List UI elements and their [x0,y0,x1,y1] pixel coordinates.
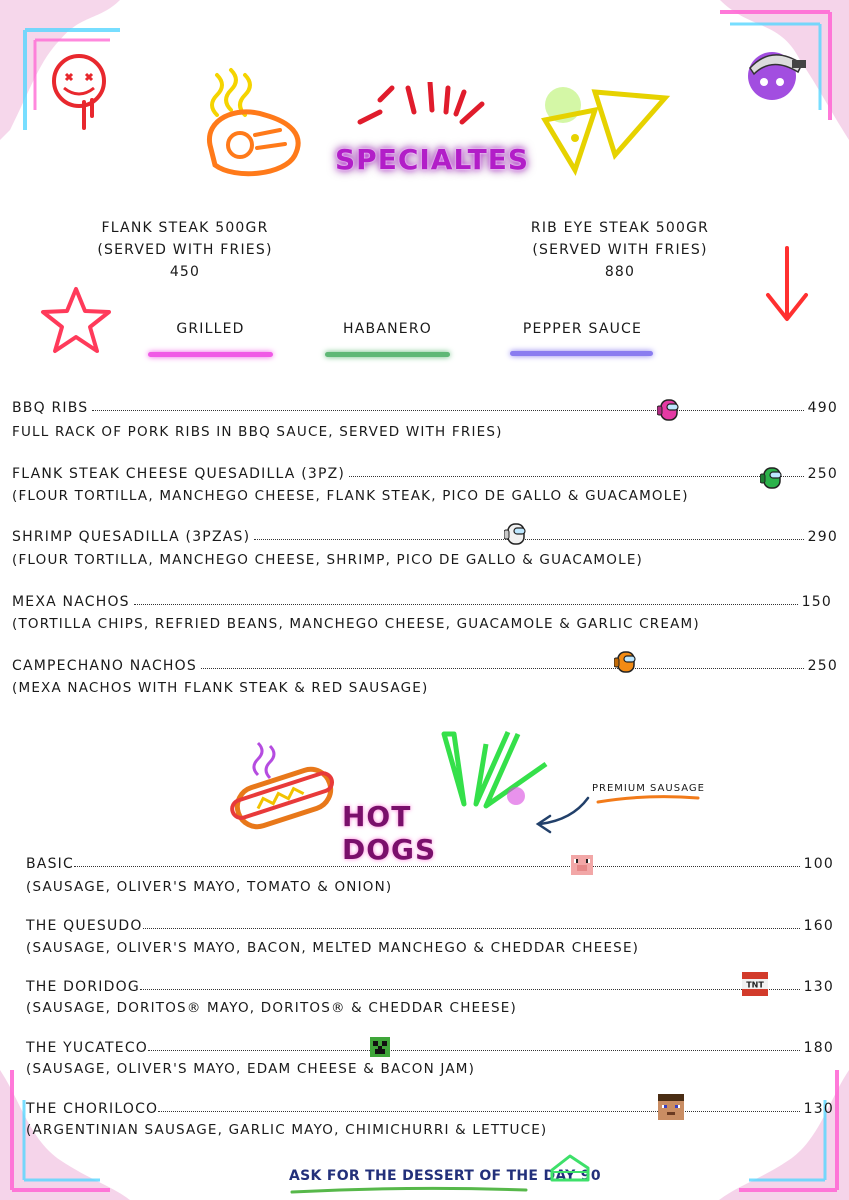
option-pepper-sauce-label: PEPPER SAUCE [522,321,643,337]
item-name: SHRIMP QUESADILLA (3PZAS) [12,529,251,545]
leader-dots [143,927,800,929]
leader-dots [92,409,803,411]
menu-item-campechano-nachos [12,658,838,674]
special-1-name: FLANK STEAK 500GR [101,220,269,236]
down-arrow-icon [762,245,812,325]
item-price: 130 [803,979,834,995]
special-1-note: (SERVED WITH FRIES) [97,242,273,258]
hotdog-the-doridog [26,979,834,995]
leader-dots [201,667,804,669]
hotdog-basic [26,856,834,872]
item-price: 490 [807,400,838,416]
item-description: (FLOUR TORTILLA, MANCHEGO CHEESE, FLANK STEAK, PICO DE GALLO & GUACAMOLE) [12,488,689,504]
premium-sausage-label: PREMIUM SAUSAGE [592,783,705,794]
menu-item-flank-quesadilla [12,466,838,482]
special-2-name: RIB EYE STEAK 500GR [530,220,710,236]
leader-dots [254,538,803,540]
tnt-label: TNT [746,980,764,990]
leader-dots [74,865,800,867]
menu-item-mexa-nachos [12,594,832,610]
item-name: THE DORIDOG [26,979,140,995]
leader-dots [349,475,804,477]
item-price: 290 [807,529,838,545]
tnt-block-icon [742,972,768,996]
white-crewmate-icon [504,520,528,548]
item-name: CAMPECHANO NACHOS [12,658,197,674]
item-price: 100 [803,856,834,872]
special-1-price: 450 [169,264,201,280]
item-name: BASIC [26,856,74,872]
item-price: 250 [807,658,838,674]
item-description: FULL RACK OF PORK RIBS IN BBQ SAUCE, SERVED WITH FRIES) [12,424,503,440]
item-price: 130 [803,1101,834,1117]
leader-dots [148,1049,800,1051]
menu-item-shrimp-quesadilla [12,529,838,545]
option-pepper-sauce-underline [510,351,653,356]
special-2-price: 880 [604,264,636,280]
green-crewmate-icon [760,464,784,492]
leader-dots [140,988,800,990]
hotdog-the-quesudo [26,918,834,934]
item-name: MEXA NACHOS [12,594,130,610]
option-habanero-underline [325,352,450,357]
pig-face-icon [571,855,593,875]
item-price: 180 [803,1040,834,1056]
item-name: THE YUCATECO [26,1040,149,1056]
specialties-title: SPECIALTES [335,143,530,176]
item-description: (MEXA NACHOS WITH FLANK STEAK & RED SAUSAGE) [12,680,429,696]
item-description: (ARGENTINIAN SAUSAGE, GARLIC MAYO, CHIMICHURRI & LETTUCE) [26,1122,548,1138]
creeper-face-icon [370,1037,390,1057]
melting-smiley-icon [48,50,110,135]
item-price: 150 [801,594,832,610]
special-2-note: (SERVED WITH FRIES) [532,242,708,258]
hot-dogs-title: HOT DOGS [342,800,437,866]
purple-ball-avatar-icon [742,42,814,102]
item-price: 250 [807,466,838,482]
item-description: (SAUSAGE, OLIVER'S MAYO, TOMATO & ONION) [26,879,393,895]
option-habanero-label: HABANERO [343,321,432,337]
item-description: (SAUSAGE, DORITOS® MAYO, DORITOS® & CHEDDAR CHEESE) [26,1000,517,1016]
dessert-underline [290,1186,530,1196]
item-name: THE CHORILOCO [26,1101,159,1117]
corner-splash-bottom-right [709,1060,849,1200]
hotdog-the-choriloco [26,1101,834,1117]
item-description: (SAUSAGE, OLIVER'S MAYO, BACON, MELTED MANCHEGO & CHEDDAR CHEESE) [26,940,640,956]
steve-face-icon [658,1094,684,1120]
orange-crewmate-icon [614,648,638,676]
item-description: (FLOUR TORTILLA, MANCHEGO CHEESE, SHRIMP, PICO DE GALLO & GUACAMOLE) [12,552,644,568]
item-name: FLANK STEAK CHEESE QUESADILLA (3PZ) [12,466,346,482]
menu-item-bbq-ribs [12,400,838,416]
cake-slice-icon [548,1152,592,1186]
item-name: BBQ RIBS [12,400,89,416]
item-description: (TORTILLA CHIPS, REFRIED BEANS, MANCHEGO CHEESE, GUACAMOLE & GARLIC CREAM) [12,616,700,632]
nacho-chip-icon [535,80,675,185]
premium-sausage-underline [596,794,700,806]
option-grilled-label: GRILLED [176,321,245,337]
item-price: 160 [803,918,834,934]
option-grilled-underline [148,352,273,357]
pink-crewmate-icon [657,396,681,424]
hotdog-the-yucateco [26,1040,834,1056]
dessert-note: ASK FOR THE DESSERT OF THE DAY 90 [289,1168,601,1184]
item-name: THE QUESUDO [26,918,143,934]
star-icon [40,285,112,355]
spark-lines-icon [350,82,500,134]
steak-icon [195,60,315,185]
leader-dots [134,603,798,605]
curved-arrow-icon [532,796,592,836]
hot-dog-icon [228,738,338,833]
item-description: (SAUSAGE, OLIVER'S MAYO, EDAM CHEESE & BACON JAM) [26,1061,476,1077]
leader-dots [158,1110,799,1112]
